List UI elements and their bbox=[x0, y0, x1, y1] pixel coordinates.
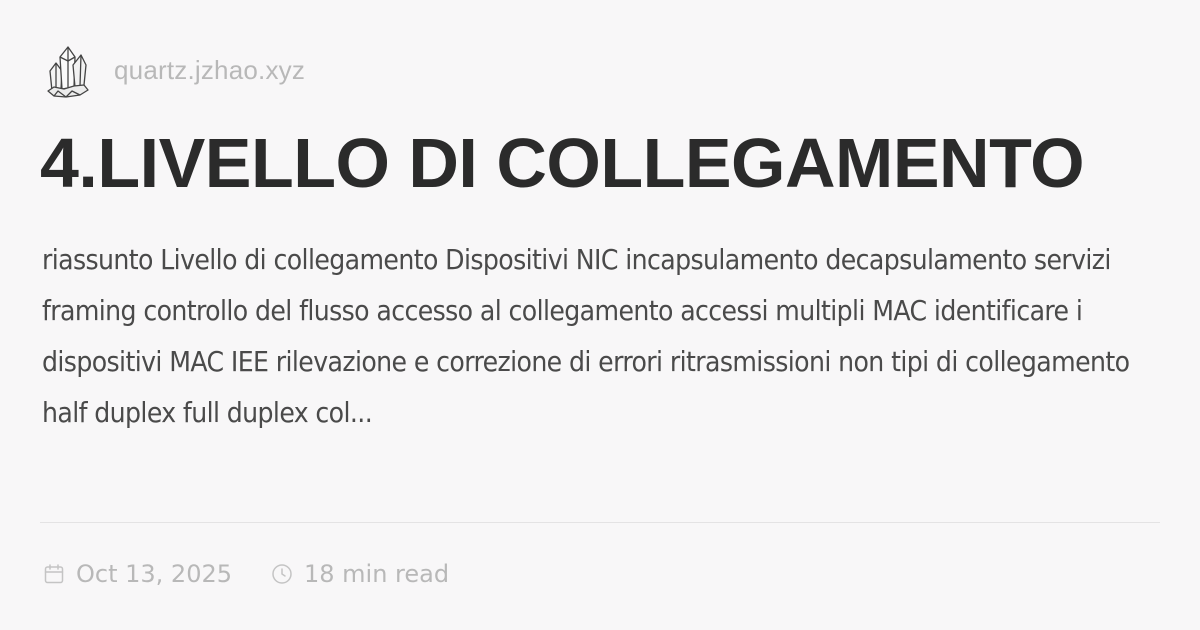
reading-time: 18 min read bbox=[304, 560, 450, 588]
publish-date: Oct 13, 2025 bbox=[76, 560, 232, 588]
date-meta bbox=[42, 560, 232, 588]
reading-time-meta bbox=[270, 560, 449, 588]
site-header[interactable] bbox=[44, 40, 305, 100]
page-description: riassunto Livello di collegamento Dispositivi NIC incapsulamento decapsulamento servizi framing controllo del flusso accesso al collegamento accessi multipli MAC identificare i dispositivi MAC IEE rilevazione e correzione di errori ritrasmissioni non tipi di collegamento half duplex full duplex col... bbox=[42, 243, 1130, 429]
page-title: 4.LIVELLO DI COLLEGAMENTO bbox=[40, 124, 1085, 202]
calendar-icon bbox=[42, 562, 66, 586]
divider bbox=[40, 522, 1160, 523]
crystal-logo-icon bbox=[44, 41, 92, 99]
site-name[interactable]: quartz.jzhao.xyz bbox=[114, 54, 306, 85]
clock-icon bbox=[270, 562, 294, 586]
page-meta bbox=[42, 556, 449, 592]
